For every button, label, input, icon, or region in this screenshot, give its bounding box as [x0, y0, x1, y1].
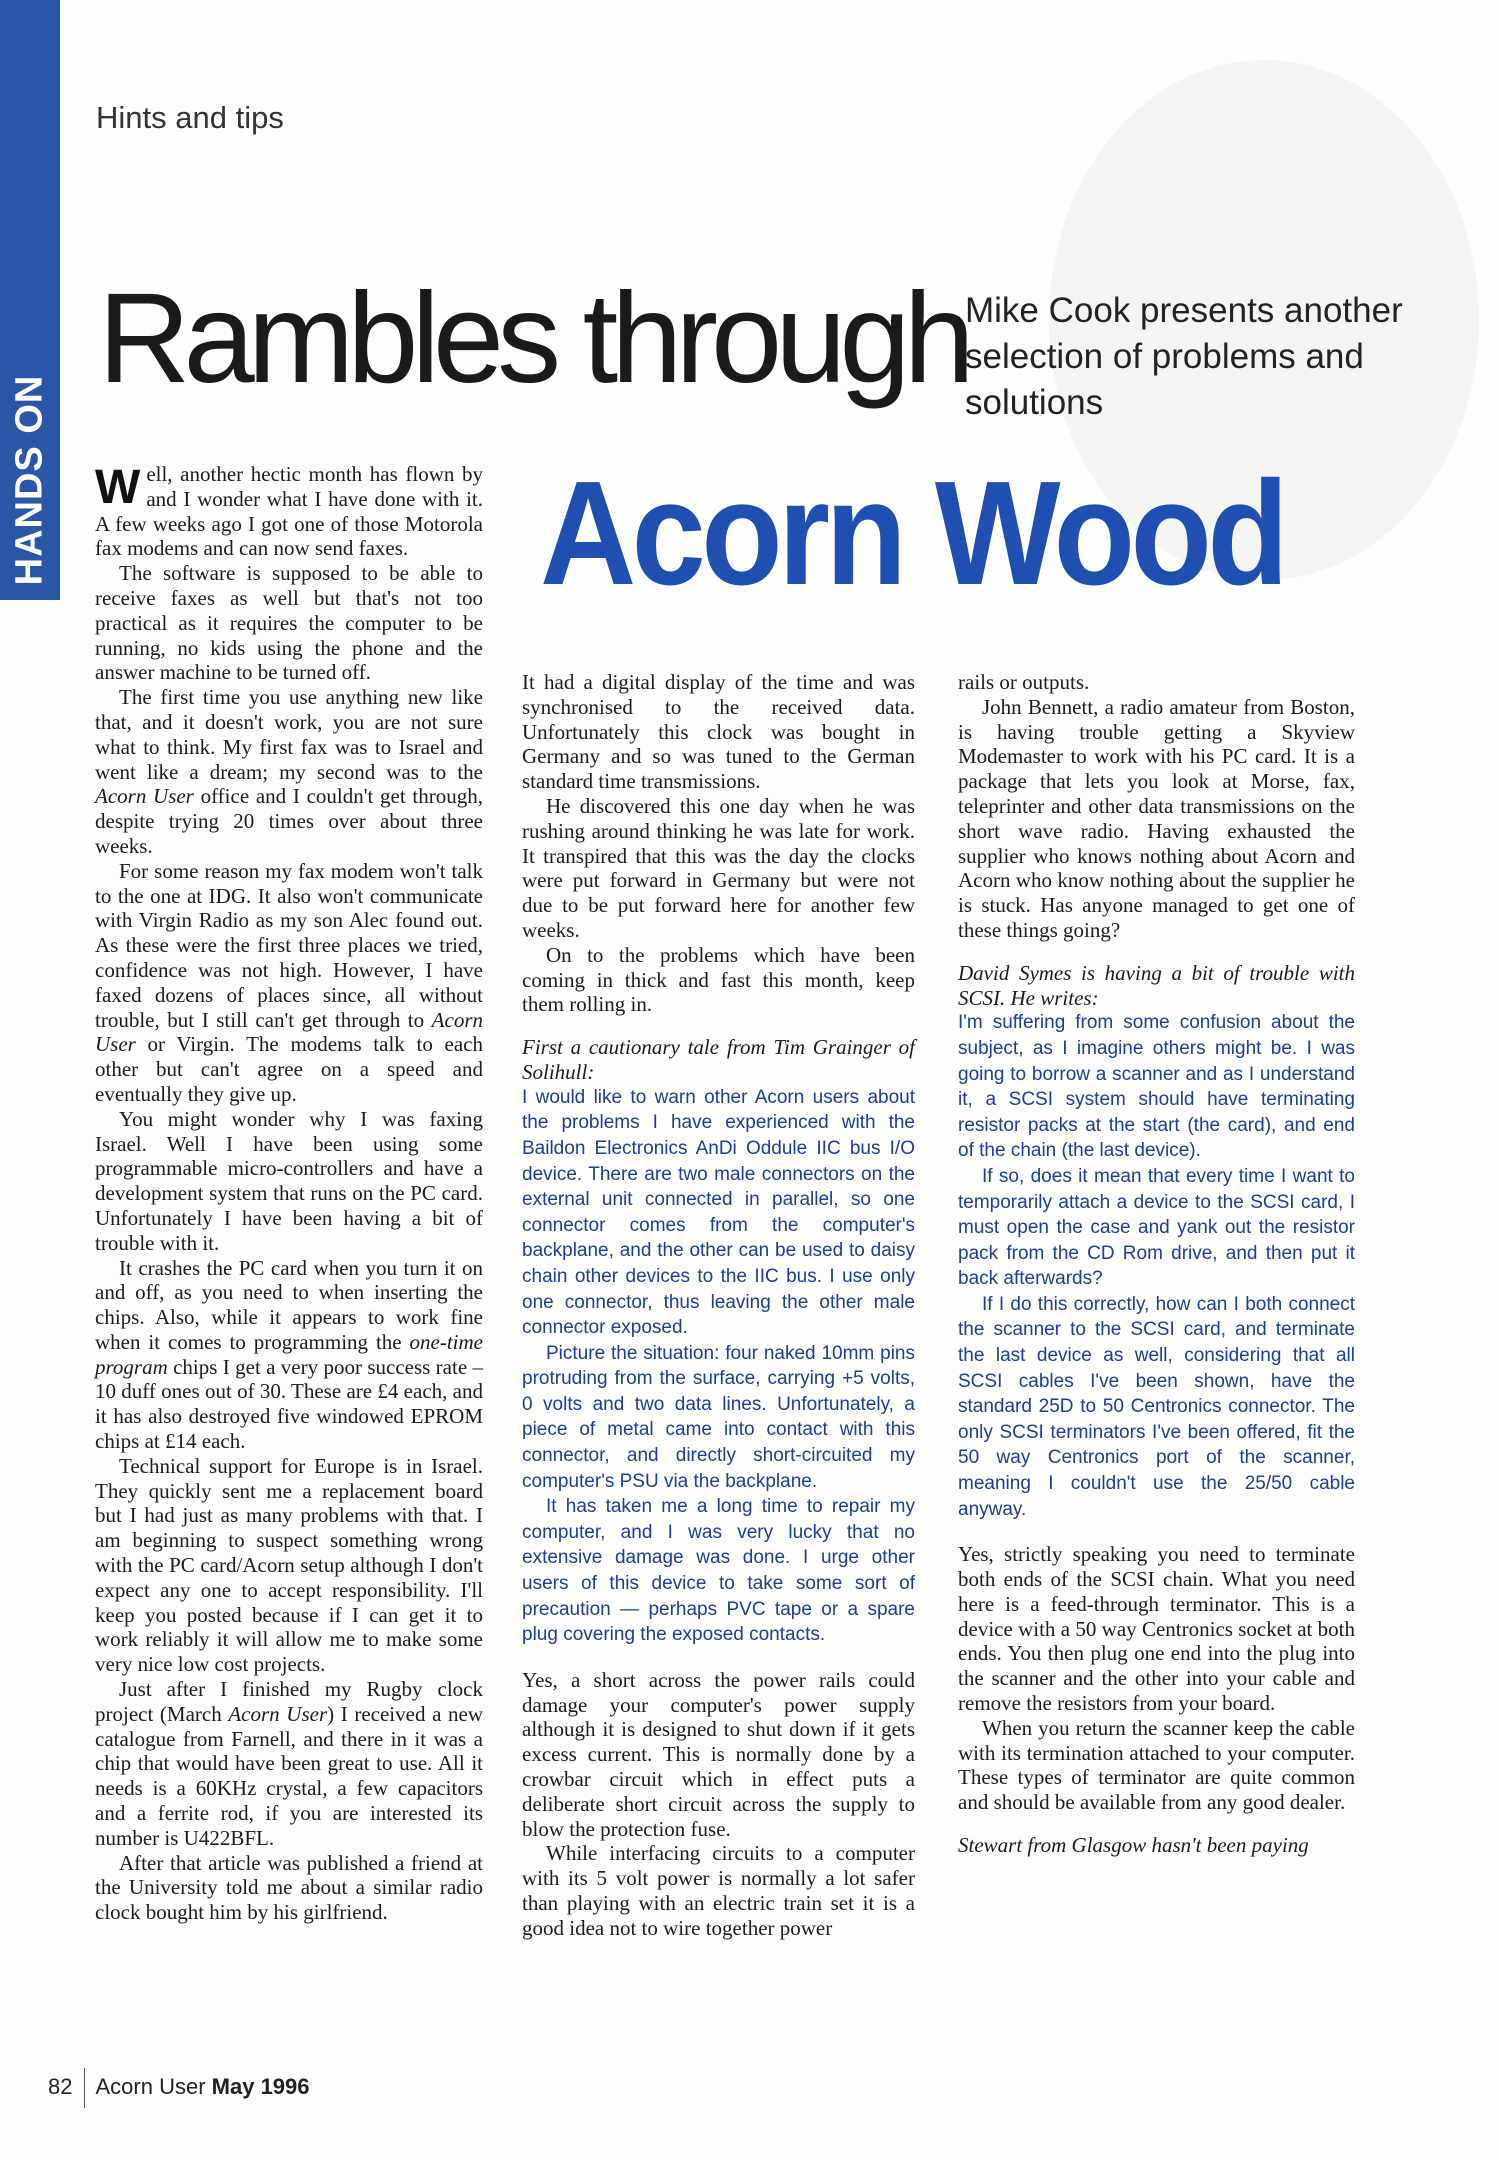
reader-letter-paragraph: If I do this correctly, how can I both connect the scanner to the SCSI card, and terminate the last device as well, considering that all SCSI cables I've been shown, have the standard 25D to 50 Centronics connector. The only SCSI terminators I've been offered, fit the 50 way Centronics port of the scanner, meaning I couldn't use the 25/50 cable anyway.	[958, 1293, 1355, 1520]
standfirst: Mike Cook presents another selection of problems and solutions	[965, 291, 1403, 422]
headline-line2: Acorn Wood	[540, 451, 1285, 616]
paragraph: John Bennett, a radio amateur from Boston, is having trouble getting a Skyview Modemaster to work with his PC card. It is a package that lets you look at Morse, fax, teleprinter and other data transmissions on the short wave radio. Having exhausted the supplier who knows nothing about Acorn and Acorn who know nothing about the supplier he is stuck. Has anyone managed to get one of these things going?	[958, 694, 1355, 942]
section-heading: Hints and tips	[96, 100, 284, 135]
paragraph: On to the problems which have been coming in thick and fast this month, keep them rolling in.	[522, 942, 915, 1017]
paragraph: When you return the scanner keep the cable with its termination attached to your computer. These types of terminator are quite common and should be available from any good dealer.	[958, 1715, 1355, 1815]
paragraph: It had a digital display of the time and was synchronised to the received data. Unfortunately this clock was bought in Germany and so was tuned to the German standard time transmissions.	[522, 670, 915, 794]
paragraph: The software is supposed to be able to receive faxes as well but that's not too practical as it requires the computer to be running, no kids using the phone and the answer machine to be turned off.	[95, 561, 483, 685]
paragraph: For some reason my fax modem won't talk to the one at IDG. It also won't communicate with Virgin Radio as my son Alec found out. As these were the first three places we tried, confidence was not high. However, I have faxed dozens of places since, all without trouble, but I still can't get through to Acorn User or Virgin. The modems talk to each other but can't agree on a speed and eventually they give up.	[95, 858, 483, 1106]
paragraph: While interfacing circuits to a computer with its 5 volt power is normally a lot safer than playing with an electric train set it is a good idea not to wire together power	[522, 1841, 915, 1940]
footer-divider	[84, 2068, 85, 2108]
article-column-2	[522, 670, 915, 1941]
section-sidebar	[0, 0, 60, 600]
reader-letter-paragraph: It has taken me a long time to repair my computer, and I was very lucky that no extensive damage was done. I urge other users of this device to take some sort of precaution — perhaps PVC tape or a spare plug covering the exposed contacts.	[522, 1496, 915, 1646]
sidebar-label: HANDS ON	[8, 374, 51, 586]
letter-intro: Stewart from Glasgow hasn't been paying	[958, 1833, 1309, 1857]
letter-intro: First a cautionary tale from Tim Grainger of Solihull:	[522, 1035, 915, 1084]
headline-line1: Rambles through	[98, 267, 968, 410]
page-number: 82	[48, 2073, 73, 2099]
reader-letter-paragraph: I'm suffering from some confusion about the subject, as I imagine others might be. I was going to borrow a scanner and as I understand it, a SCSI system should have terminating resistor packs at the start (the card), and end of the chain (the last device).	[958, 1012, 1355, 1162]
page-footer	[48, 2068, 310, 2108]
paragraph: He discovered this one day when he was rushing around thinking he was late for work. It transpired that this was the day the clocks were put forward in Germany but were not due to be put forward here for another few weeks.	[522, 793, 915, 942]
magazine-name: Acorn User	[95, 2073, 206, 2099]
paragraph: You might wonder why I was faxing Israel. Well I have been using some programmable micro-controllers and have a development system that runs on the PC card. Unfortunately I have been having a bit of trouble with it.	[95, 1106, 483, 1255]
reader-letter-paragraph: I would like to warn other Acorn users about the problems I have experienced with the Baildon Electronics AnDi Oddule IIC bus I/O device. There are two male connectors on the external unit connected in parallel, so one connector comes from the computer's backplane, and the other can be used to daisy chain other devices to the IIC bus. I use only one connector, thus leaving the other male connector exposed.	[522, 1086, 915, 1339]
reader-letter-paragraph: If so, does it mean that every time I want to temporarily attach a device to the SCSI card, I must open the case and yank out the resistor pack from the CD Rom drive, and then put it back afterwards?	[958, 1165, 1355, 1290]
letter-intro: David Symes is having a bit of trouble with SCSI. He writes:	[958, 960, 1355, 1010]
paragraph: It crashes the PC card when you turn it on and off, as you need to when inserting the chips. Also, while it appears to work fine when it comes to programming the one-time program chips I get a very poor success rate – 10 duff ones out of 30. These are £4 each, and it has also destroyed five windowed EPROM chips at £14 each.	[95, 1255, 483, 1454]
paragraph: rails or outputs.	[958, 670, 1090, 694]
article-column-1	[95, 462, 483, 1925]
article-column-3	[958, 670, 1355, 1858]
paragraph: After that article was published a friend at the University told me about a similar radio clock bought him by his girlfriend.	[95, 1850, 483, 1925]
issue-date: May 1996	[211, 2073, 310, 2099]
paragraph: Yes, a short across the power rails could damage your computer's power supply although it is designed to shut down if it gets excess current. This is normally done by a crowbar circuit which in effect puts a deliberate short circuit across the supply to blow the protection fuse.	[522, 1667, 915, 1841]
drop-cap: W	[95, 461, 141, 514]
reader-letter-paragraph: Picture the situation: four naked 10mm pins protruding from the surface, carrying +5 volts, 0 volts and two data lines. Unfortunately, a piece of metal came into contact with this connector, and directly short-circuited my computer's PSU via the backplane.	[522, 1342, 915, 1492]
paragraph: Well, another hectic month has flown by and I wonder what I have done with it. A few weeks ago I got one of those Motorola fax modems and can now send faxes.	[95, 461, 483, 561]
paragraph: Just after I finished my Rugby clock project (March Acorn User) I received a new catalogue from Farnell, and there in it was a chip that would have been great to use. All it needs is a 60KHz crystal, a few capacitors and a ferrite rod, if you are interested its number is U422BFL.	[95, 1677, 484, 1850]
paragraph: The first time you use anything new like that, and it doesn't work, you are not sure what to think. My first fax was to Israel and went like a dream; my second was to the Acorn User office and I couldn't get through, despite trying 20 times over about three weeks.	[95, 685, 483, 858]
paragraph: Yes, strictly speaking you need to terminate both ends of the SCSI chain. What you need here is a feed-through terminator. This is a device with a 50 way Centronics socket at both ends. You then plug one end into the plug into the scanner and the other into your cable and remove the resistors from your board.	[958, 1542, 1355, 1716]
paragraph: Technical support for Europe is in Israel. They quickly sent me a replacement board but I had just as many problems with that. I am beginning to suspect something wrong with the PC card/Acorn setup although I don't expect any one to accept responsibility. I'll keep you posted because if I can get it to work reliably it will allow me to make some very nice low cost projects.	[95, 1453, 483, 1677]
